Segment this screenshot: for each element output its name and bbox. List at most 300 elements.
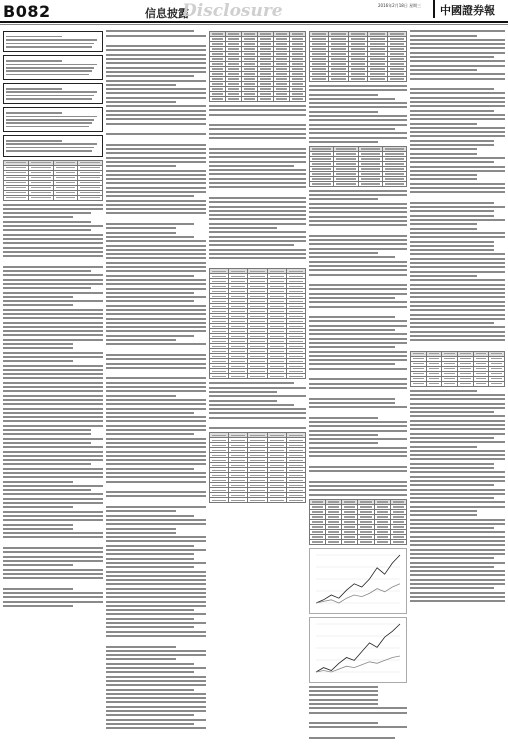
text-line: [106, 240, 206, 242]
text-line: [106, 97, 206, 99]
data-table: [309, 499, 407, 545]
text-line: [6, 95, 94, 97]
text-line: [410, 398, 505, 400]
text-line: [309, 425, 407, 427]
text-line: [106, 579, 206, 581]
text-line: [106, 631, 206, 633]
table-cell: [290, 97, 306, 102]
text-line: [309, 297, 395, 299]
text-line: [410, 110, 494, 112]
text-line: [6, 39, 97, 41]
text-line: [106, 540, 206, 542]
text-line: [3, 412, 103, 414]
body-text: [3, 204, 103, 607]
page-header: [0, 0, 508, 22]
text-line: [3, 304, 73, 306]
text-line: [410, 557, 494, 559]
text-line: [106, 275, 194, 277]
text-line: [309, 320, 407, 322]
table-cell: [229, 374, 248, 379]
text-line: [309, 141, 378, 143]
text-line: [309, 239, 407, 241]
text-line: [3, 287, 91, 289]
text-line: [3, 498, 103, 500]
text-line: [209, 218, 306, 220]
text-line: [6, 46, 92, 48]
text-line: [209, 165, 294, 167]
table-row: [210, 374, 306, 379]
text-line: [3, 386, 103, 388]
text-line: [106, 283, 206, 285]
text-line: [410, 446, 477, 448]
text-line: [410, 322, 494, 324]
text-line: [106, 701, 206, 703]
text-line: [309, 466, 407, 468]
text-line: [3, 577, 103, 579]
text-line: [410, 326, 505, 328]
text-line: [209, 257, 306, 259]
column-1: [3, 28, 103, 740]
body-text: [209, 105, 306, 265]
table-cell: [348, 77, 367, 82]
table-cell: [4, 195, 29, 200]
text-line: [106, 191, 206, 193]
text-line: [106, 553, 194, 555]
text-line: [3, 564, 73, 566]
text-line: [106, 270, 206, 272]
table-row: [210, 97, 306, 102]
text-line: [209, 114, 306, 116]
text-line: [309, 137, 407, 139]
text-line: [410, 536, 505, 538]
text-line: [309, 417, 378, 419]
text-line: [106, 92, 206, 94]
text-line: [209, 109, 306, 111]
text-line: [209, 427, 306, 429]
text-line: [3, 382, 103, 384]
text-line: [106, 438, 206, 440]
text-line: [309, 243, 407, 245]
text-line: [106, 684, 206, 686]
text-line: [106, 532, 176, 534]
table-cell: [78, 195, 103, 200]
text-line: [309, 378, 407, 380]
text-line: [209, 240, 306, 242]
text-line: [410, 210, 494, 212]
text-line: [209, 182, 306, 184]
column-4: [309, 28, 407, 740]
data-table: [3, 160, 103, 201]
text-line: [309, 359, 407, 361]
text-line: [3, 573, 103, 575]
text-line: [209, 201, 306, 203]
text-line: [3, 472, 103, 474]
text-line: [106, 515, 194, 517]
text-line: [3, 216, 73, 218]
text-line: [410, 170, 505, 172]
column-2: [106, 28, 206, 740]
text-line: [106, 395, 176, 397]
table-cell: [242, 97, 258, 102]
publication-logo: 中國證券報: [440, 4, 495, 17]
text-line: [3, 270, 91, 272]
text-line: [106, 118, 206, 120]
text-line: [209, 178, 306, 180]
text-line: [106, 49, 206, 51]
text-line: [309, 712, 407, 714]
text-line: [309, 338, 407, 340]
text-line: [309, 363, 395, 365]
text-line: [3, 292, 103, 294]
text-line: [410, 433, 505, 435]
text-line: [410, 127, 505, 129]
text-line: [6, 43, 94, 45]
text-line: [309, 451, 407, 453]
text-line: [209, 223, 306, 225]
text-line: [309, 301, 407, 303]
text-line: [410, 123, 477, 125]
text-line: [3, 446, 103, 448]
text-line: [106, 232, 176, 234]
text-line: [6, 64, 97, 66]
text-line: [106, 245, 206, 247]
text-line: [209, 133, 306, 135]
text-line: [6, 116, 97, 118]
text-line: [309, 325, 407, 327]
text-line: [3, 225, 103, 227]
text-line: [410, 39, 505, 41]
text-line: [6, 60, 62, 62]
table-cell: [358, 539, 374, 544]
text-line: [410, 157, 505, 159]
table-cell: [426, 381, 442, 386]
text-line: [309, 235, 407, 237]
text-line: [309, 293, 407, 295]
text-line: [106, 71, 206, 73]
text-line: [410, 202, 494, 204]
body-text: [309, 85, 407, 143]
body-text: [209, 382, 306, 429]
text-line: [410, 183, 505, 185]
text-line: [106, 161, 206, 163]
text-line: [106, 472, 206, 474]
text-line: [3, 560, 103, 562]
text-line: [3, 429, 91, 431]
text-line: [106, 335, 194, 337]
text-line: [106, 110, 206, 112]
text-line: [309, 284, 407, 286]
text-line: [3, 283, 103, 285]
text-line: [3, 536, 103, 538]
text-line: [410, 463, 494, 465]
text-line: [106, 575, 206, 577]
text-line: [106, 676, 206, 678]
header-rule: [0, 21, 508, 23]
data-table: [209, 432, 306, 503]
text-line: [3, 343, 73, 345]
text-line: [106, 182, 206, 184]
table-cell: [248, 374, 267, 379]
text-line: [209, 408, 306, 410]
text-line: [3, 556, 103, 558]
text-line: [410, 56, 494, 58]
text-line: [309, 306, 407, 308]
text-line: [410, 262, 505, 264]
text-line: [209, 173, 306, 175]
text-line: [106, 279, 206, 281]
text-line: [410, 531, 505, 533]
text-line: [106, 549, 206, 551]
data-table: [410, 351, 505, 387]
text-line: [106, 35, 206, 37]
text-line: [410, 506, 505, 508]
text-line: [6, 147, 94, 149]
notice-box: [3, 135, 103, 156]
text-line: [410, 52, 505, 54]
text-line: [106, 658, 176, 660]
text-line: [106, 200, 206, 202]
text-line: [309, 481, 407, 483]
text-line: [410, 206, 505, 208]
text-line: [309, 447, 407, 449]
text-line: [6, 91, 97, 93]
text-line: [106, 491, 206, 493]
text-line: [106, 292, 194, 294]
text-line: [410, 527, 494, 529]
text-line: [410, 587, 494, 589]
text-line: [309, 355, 407, 357]
text-line: [410, 65, 505, 67]
body-text: [410, 30, 505, 347]
text-line: [3, 551, 103, 553]
text-line: [410, 583, 505, 585]
text-line: [209, 253, 306, 255]
text-line: [410, 215, 494, 217]
text-line: [106, 468, 194, 470]
text-line: [209, 169, 306, 171]
text-line: [209, 128, 306, 130]
text-line: [106, 571, 206, 573]
data-table: [309, 31, 407, 82]
table-row: [4, 195, 103, 200]
text-line: [410, 241, 494, 243]
text-line: [3, 476, 103, 478]
text-line: [106, 358, 206, 360]
text-line: [410, 296, 505, 298]
text-line: [209, 387, 306, 389]
text-line: [410, 454, 505, 456]
text-line: [106, 363, 206, 365]
text-line: [106, 88, 206, 90]
text-line: [209, 404, 294, 406]
table-row: [411, 381, 505, 386]
text-line: [309, 194, 407, 196]
text-line: [309, 288, 407, 290]
text-line: [410, 118, 505, 120]
text-line: [309, 722, 378, 724]
text-line: [3, 502, 103, 504]
text-line: [410, 394, 505, 396]
text-line: [309, 430, 407, 432]
text-line: [410, 411, 494, 413]
text-line: [106, 84, 176, 86]
text-line: [309, 470, 407, 472]
text-line: [3, 515, 103, 517]
text-line: [6, 112, 62, 114]
text-line: [106, 609, 194, 611]
text-line: [106, 714, 194, 716]
text-line: [3, 221, 91, 223]
text-line: [3, 247, 103, 249]
text-line: [106, 309, 206, 311]
text-line: [309, 434, 378, 436]
text-line: [106, 519, 206, 521]
text-line: [106, 562, 206, 564]
text-line: [309, 89, 407, 91]
text-line: [410, 458, 505, 460]
text-line: [3, 266, 103, 268]
text-line: [106, 403, 206, 405]
text-line: [309, 694, 378, 696]
text-line: [410, 484, 494, 486]
text-line: [209, 206, 306, 208]
body-text: [309, 686, 407, 740]
table-cell: [326, 539, 342, 544]
text-line: [309, 699, 378, 701]
table-cell: [210, 498, 229, 503]
text-line: [106, 318, 206, 320]
text-line: [106, 605, 206, 607]
text-line: [6, 67, 94, 69]
text-line: [3, 433, 91, 435]
text-line: [3, 296, 73, 298]
text-line: [410, 236, 505, 238]
text-line: [3, 238, 103, 240]
text-line: [106, 693, 206, 695]
text-line: [106, 300, 194, 302]
text-line: [3, 251, 103, 253]
text-line: [106, 510, 176, 512]
text-line: [3, 255, 103, 257]
text-line: [3, 455, 103, 457]
text-line: [3, 442, 91, 444]
text-line: [106, 710, 206, 712]
text-line: [106, 671, 194, 673]
text-line: [410, 510, 477, 512]
text-line: [106, 635, 206, 637]
text-line: [3, 360, 73, 362]
text-line: [410, 187, 505, 189]
text-line: [309, 346, 395, 348]
column-3: [209, 28, 306, 740]
text-line: [3, 489, 91, 491]
text-line: [309, 115, 407, 117]
text-line: [209, 137, 306, 139]
text-line: [309, 211, 407, 213]
text-line: [410, 407, 505, 409]
text-line: [106, 178, 206, 180]
text-line: [309, 274, 407, 276]
text-line: [3, 532, 103, 534]
table-cell: [310, 77, 329, 82]
table-cell: [286, 498, 305, 503]
text-line: [3, 485, 103, 487]
date-line: 2016年2月18日 星期三: [378, 3, 422, 8]
text-line: [106, 399, 206, 401]
text-line: [106, 367, 206, 369]
text-line: [309, 703, 378, 705]
table-cell: [258, 97, 274, 102]
text-line: [410, 549, 505, 551]
text-line: [106, 451, 206, 453]
text-line: [106, 30, 194, 32]
text-line: [3, 438, 103, 440]
text-line: [309, 455, 407, 457]
text-line: [106, 442, 206, 444]
text-line: [6, 150, 92, 152]
section-word: Disclosure: [182, 1, 283, 21]
text-line: [309, 207, 407, 209]
text-line: [3, 395, 103, 397]
text-line: [410, 30, 505, 32]
text-line: [106, 425, 206, 427]
text-line: [410, 228, 477, 230]
text-line: [410, 245, 494, 247]
text-line: [309, 421, 407, 423]
text-line: [309, 256, 395, 258]
text-line: [309, 128, 395, 130]
table-cell: [342, 539, 358, 544]
text-line: [309, 252, 378, 254]
text-line: [410, 178, 477, 180]
data-table: [209, 268, 306, 379]
text-line: [3, 408, 103, 410]
text-line: [3, 511, 103, 513]
text-line: [410, 223, 477, 225]
text-line: [106, 506, 206, 508]
text-line: [410, 467, 494, 469]
line-chart: [309, 617, 407, 683]
text-line: [3, 390, 103, 392]
text-line: [106, 545, 194, 547]
text-line: [209, 227, 277, 229]
text-line: [309, 690, 378, 692]
text-line: [309, 398, 395, 400]
text-line: [3, 596, 103, 598]
text-line: [3, 365, 103, 367]
text-line: [209, 210, 306, 212]
text-line: [106, 588, 206, 590]
text-line: [410, 562, 505, 564]
text-line: [106, 613, 206, 615]
text-line: [309, 220, 407, 222]
notice-box: [3, 31, 103, 52]
text-line: [3, 416, 103, 418]
text-line: [106, 322, 206, 324]
text-line: [410, 35, 477, 37]
text-line: [106, 157, 206, 159]
text-line: [106, 680, 206, 682]
text-line: [106, 257, 206, 259]
text-line: [309, 489, 407, 491]
text-line: [209, 382, 294, 384]
text-line: [106, 433, 194, 435]
text-line: [309, 686, 378, 688]
text-line: [106, 566, 194, 568]
text-line: [410, 592, 505, 594]
text-line: [106, 266, 206, 268]
text-line: [3, 309, 103, 311]
